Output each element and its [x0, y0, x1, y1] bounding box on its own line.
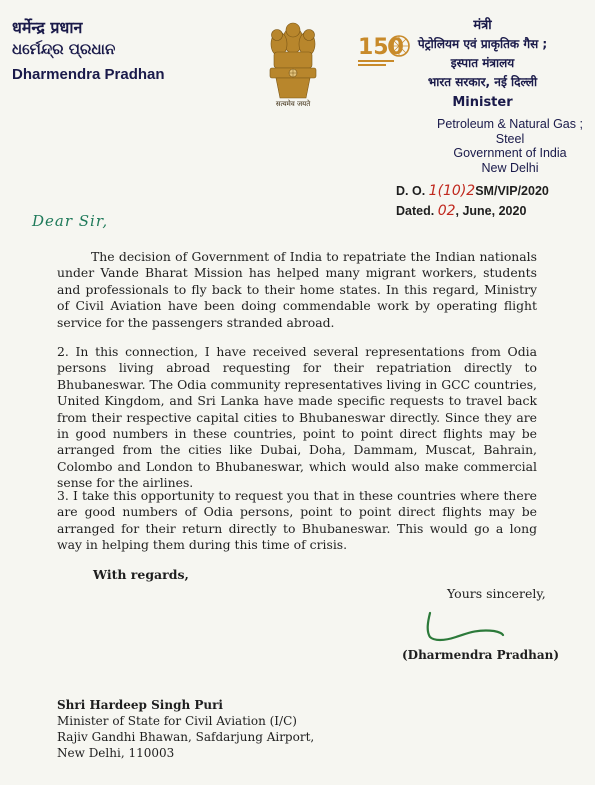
do-number-handwritten: 1(10)2: [428, 183, 476, 199]
dated-label: Dated.: [396, 204, 435, 218]
body-paragraph-1: The decision of Government of India to repatriate the Indian nationals under Vande Bharat Mission has helped many migrant workers, students and professionals to fly back to their home states. In this regard, Ministry of Civil Aviation have been doing commendable work by operating flight service for the passengers stranded abroad.: [57, 249, 537, 330]
body-paragraph-2: 2. In this connection, I have received several representations from Odia persons living abroad requesting for their repatriation directly to Bhubaneswar. The Odia community representatives living in GCC countries, United Kingdom, and Sri Lanka have made specific requests to travel back from their respective capital cities to Bhubaneswar directly. Since they are in good numbers in these countries, point to point direct flights may be arranged from the cities like Dubai, Doha, Dammam, Muscat, Bahrain, Colombo and London to Bhubaneswar, which would also make commercial sense for the airlines.: [57, 344, 537, 491]
ministry-english: Petroleum & Natural Gas ;: [437, 117, 583, 131]
office-header-english: [430, 117, 590, 175]
do-label: D. O.: [396, 184, 426, 198]
government-hindi: भारत सरकार, नई दिल्ली: [427, 75, 538, 89]
closing-yours: Yours sincerely,: [447, 586, 546, 601]
closing-regards: With regards,: [93, 567, 189, 582]
do-reference: [396, 183, 549, 199]
emblem-motto: सत्यमेव जयते: [275, 100, 311, 108]
do-suffix: SM/VIP/2020: [475, 184, 549, 198]
steel-english: Steel: [495, 131, 525, 146]
logo-150-text: 150: [358, 35, 404, 60]
salutation-handwritten: Dear Sir,: [32, 212, 109, 230]
signer-name: (Dharmendra Pradhan): [402, 648, 560, 662]
city-english: New Delhi: [481, 160, 539, 175]
steel-ministry-hindi: इस्पात मंत्रालय: [450, 56, 515, 70]
sender-name-english: Dharmendra Pradhan: [12, 66, 165, 83]
ministry-hindi: पेट्रोलियम एवं प्राकृतिक गैस ;: [417, 37, 548, 51]
recipient-name: Shri Hardeep Singh Puri: [57, 698, 223, 712]
body-paragraph-3: 3. I take this opportunity to request you that in these countries where there are good numbers of Odia persons, point to point direct flights may be arranged for their return directly to Bhubaneswar. This would go a long way in helping them during this time of crisis.: [57, 488, 537, 553]
office-title-hindi: मंत्री: [473, 18, 492, 33]
signature-icon: [420, 605, 505, 649]
sender-name-hindi: धर्मेन्द्र प्रधान: [12, 18, 83, 37]
government-english: Government of India: [453, 146, 567, 160]
dated-reference: [396, 203, 526, 219]
date-rest: , June, 2020: [455, 204, 527, 218]
recipient-address-line-2: New Delhi, 110003: [57, 746, 175, 760]
recipient-address-line-1: Rajiv Gandhi Bhawan, Safdarjung Airport,: [57, 730, 315, 744]
recipient-designation: Minister of State for Civil Aviation (I/C): [57, 714, 297, 728]
sender-name-odia: ଧର୍ମେନ୍ଦ୍ର ପ୍ରଧାନ: [12, 40, 116, 58]
office-title-english: Minister: [452, 95, 513, 110]
national-emblem-icon: [262, 16, 324, 108]
date-day-handwritten: 02: [437, 203, 456, 219]
office-header-hindi: [380, 16, 585, 112]
